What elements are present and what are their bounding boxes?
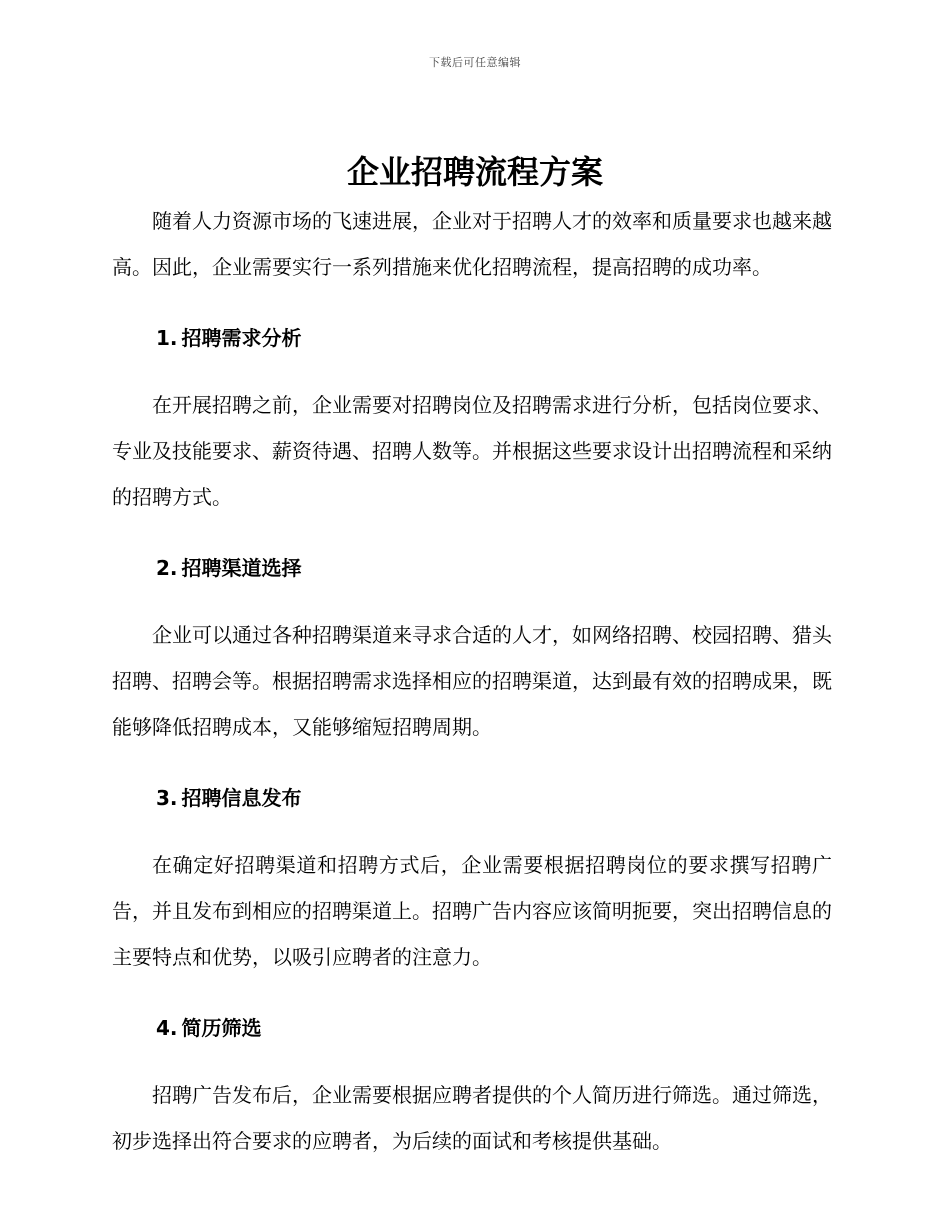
header-note: 下载后可任意编辑: [429, 56, 521, 69]
page-title: 企业招聘流程方案: [346, 153, 603, 191]
section-title: 招聘渠道选择: [181, 556, 302, 580]
section-paragraph: 在确定好招聘渠道和招聘方式后，企业需要根据招聘岗位的要求撰写招聘广告，并且发布到相应的招聘渠道上。招聘广告内容应该简明扼要，突出招聘信息的主要特点和优势，以吸引应聘者的注意力。: [112, 853, 832, 969]
section-number: 2.: [156, 556, 178, 580]
section-paragraph: 企业可以通过各种招聘渠道来寻求合适的人才，如网络招聘、校园招聘、猎头招聘、招聘会等。根据招聘需求选择相应的招聘渠道，达到最有效的招聘成果，既能够降低招聘成本，又能够缩短招聘周期。: [112, 623, 832, 739]
section-title: 简历筛选: [181, 1016, 262, 1040]
section-1: [112, 290, 832, 520]
section-number: 4.: [156, 1016, 178, 1040]
section-4: [112, 980, 832, 1164]
section-heading: [112, 998, 832, 1058]
section-3: [112, 750, 832, 980]
intro-paragraph: 随着人力资源市场的飞速进展，企业对于招聘人才的效率和质量要求也越来越高。因此，企业需要实行一系列措施来优化招聘流程，提高招聘的成功率。: [112, 209, 832, 279]
section-heading: [112, 308, 832, 368]
section-number: 3.: [156, 786, 178, 810]
section-heading: [112, 538, 832, 598]
section-heading: [112, 768, 832, 828]
section-paragraph: 招聘广告发布后，企业需要根据应聘者提供的个人简历进行筛选。通过筛选，初步选择出符合要求的应聘者，为后续的面试和考核提供基础。: [112, 1083, 832, 1153]
section-paragraph: 在开展招聘之前，企业需要对招聘岗位及招聘需求进行分析，包括岗位要求、专业及技能要求、薪资待遇、招聘人数等。并根据这些要求设计出招聘流程和采纳的招聘方式。: [112, 393, 832, 509]
section-number: 1.: [156, 326, 178, 350]
section-title: 招聘信息发布: [181, 786, 302, 810]
section-title: 招聘需求分析: [181, 326, 302, 350]
document-body: [112, 198, 832, 1164]
section-2: [112, 520, 832, 750]
